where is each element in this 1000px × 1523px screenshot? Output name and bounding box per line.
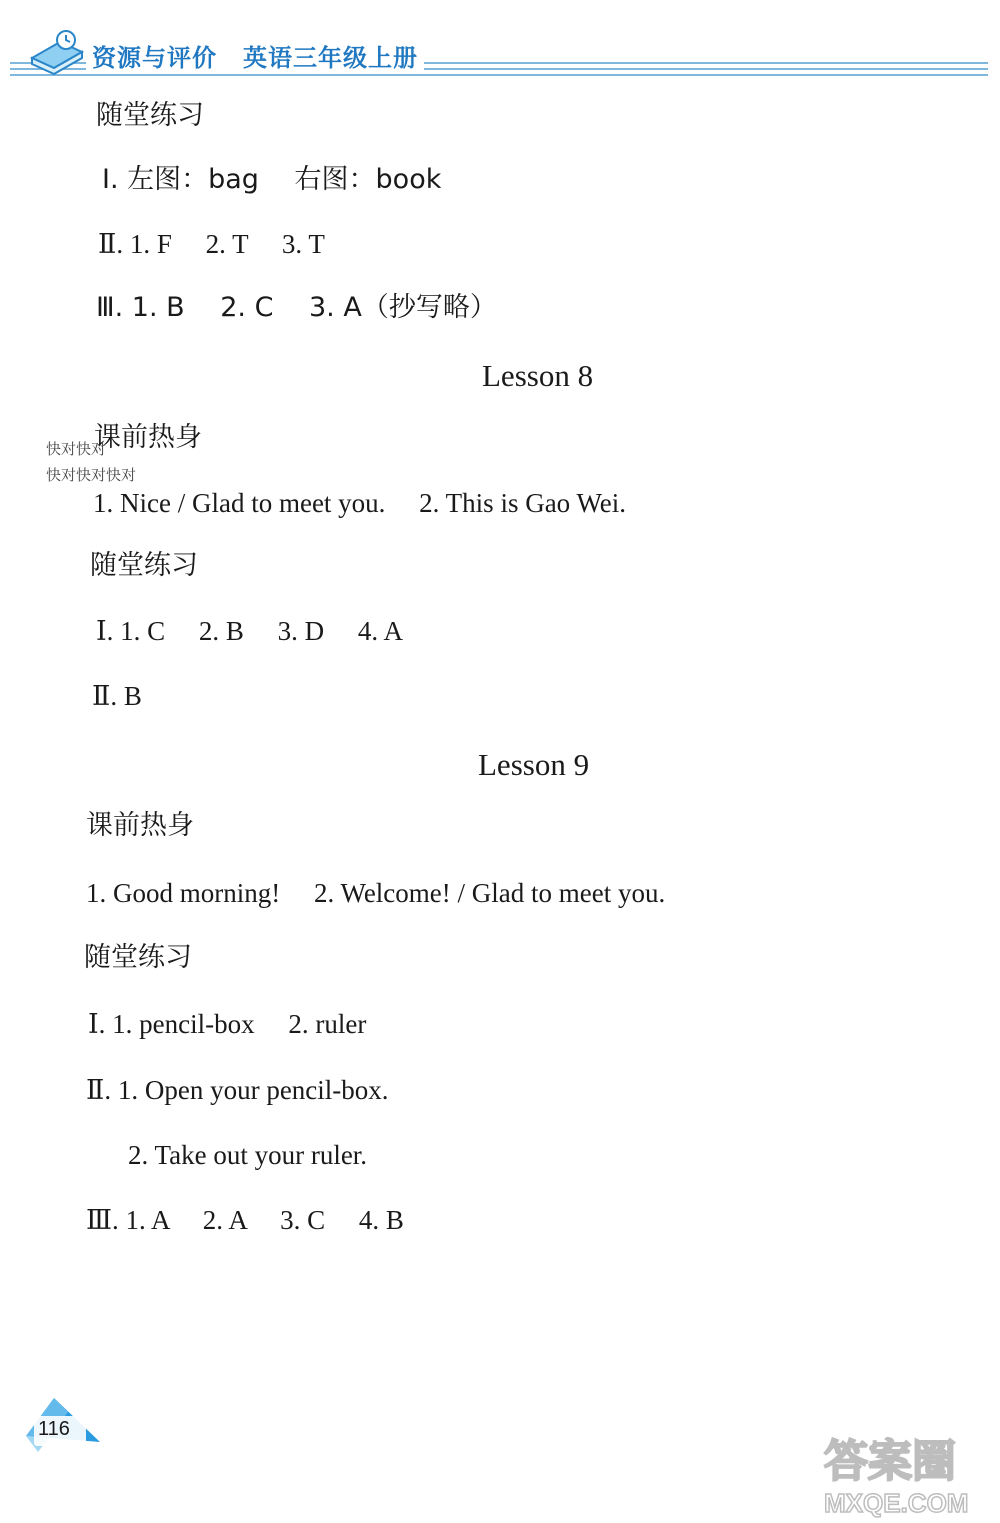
practice-heading: 随堂练习	[90, 550, 198, 581]
header-title	[86, 38, 424, 73]
lesson-title: Lesson 9	[478, 747, 590, 782]
answer-line: 2. Take out your ruler.	[128, 1140, 368, 1170]
header-series: 资源与评价	[92, 44, 217, 72]
page-number: 116	[38, 1418, 70, 1440]
warmup-heading: 课前热身	[86, 810, 194, 841]
answer-line: Ⅰ. 左图：bag 右图：book	[102, 164, 442, 195]
answer-line: Ⅰ. 1. C 2. B 3. D 4. A	[96, 616, 403, 646]
book-icon	[28, 28, 86, 76]
watermark-text: 快对快对快对	[46, 466, 137, 484]
answer-line: Ⅲ. 1. A 2. A 3. C 4. B	[86, 1205, 404, 1235]
lesson-title: Lesson 8	[482, 358, 594, 393]
answer-line: Ⅰ. 1. pencil-box 2. ruler	[88, 1009, 367, 1039]
answer-line: 1. Nice / Glad to meet you. 2. This is Gao Wei.	[93, 488, 626, 518]
header-grade: 三年级上册	[293, 44, 418, 72]
watermark-text: 快对快对	[46, 440, 107, 458]
answer-line: Ⅱ. 1. Open your pencil-box.	[86, 1075, 389, 1105]
answer-line: Ⅱ. B	[92, 681, 142, 711]
answer-line: Ⅲ. 1. B 2. C 3. A（抄写略）	[96, 292, 497, 323]
svg-text:答案圈: 答案圈	[824, 1436, 956, 1487]
practice-heading: 随堂练习	[96, 100, 204, 131]
site-logo	[820, 1428, 992, 1518]
warmup-heading: 课前热身	[94, 422, 202, 453]
answer-line: Ⅱ. 1. F 2. T 3. T	[98, 229, 325, 259]
practice-heading: 随堂练习	[84, 942, 192, 973]
page-header	[0, 0, 1000, 90]
svg-text:MXQE.COM: MXQE.COM	[824, 1488, 969, 1518]
header-subject: 英语	[243, 44, 293, 72]
answer-line: 1. Good morning! 2. Welcome! / Glad to meet you.	[86, 878, 666, 908]
